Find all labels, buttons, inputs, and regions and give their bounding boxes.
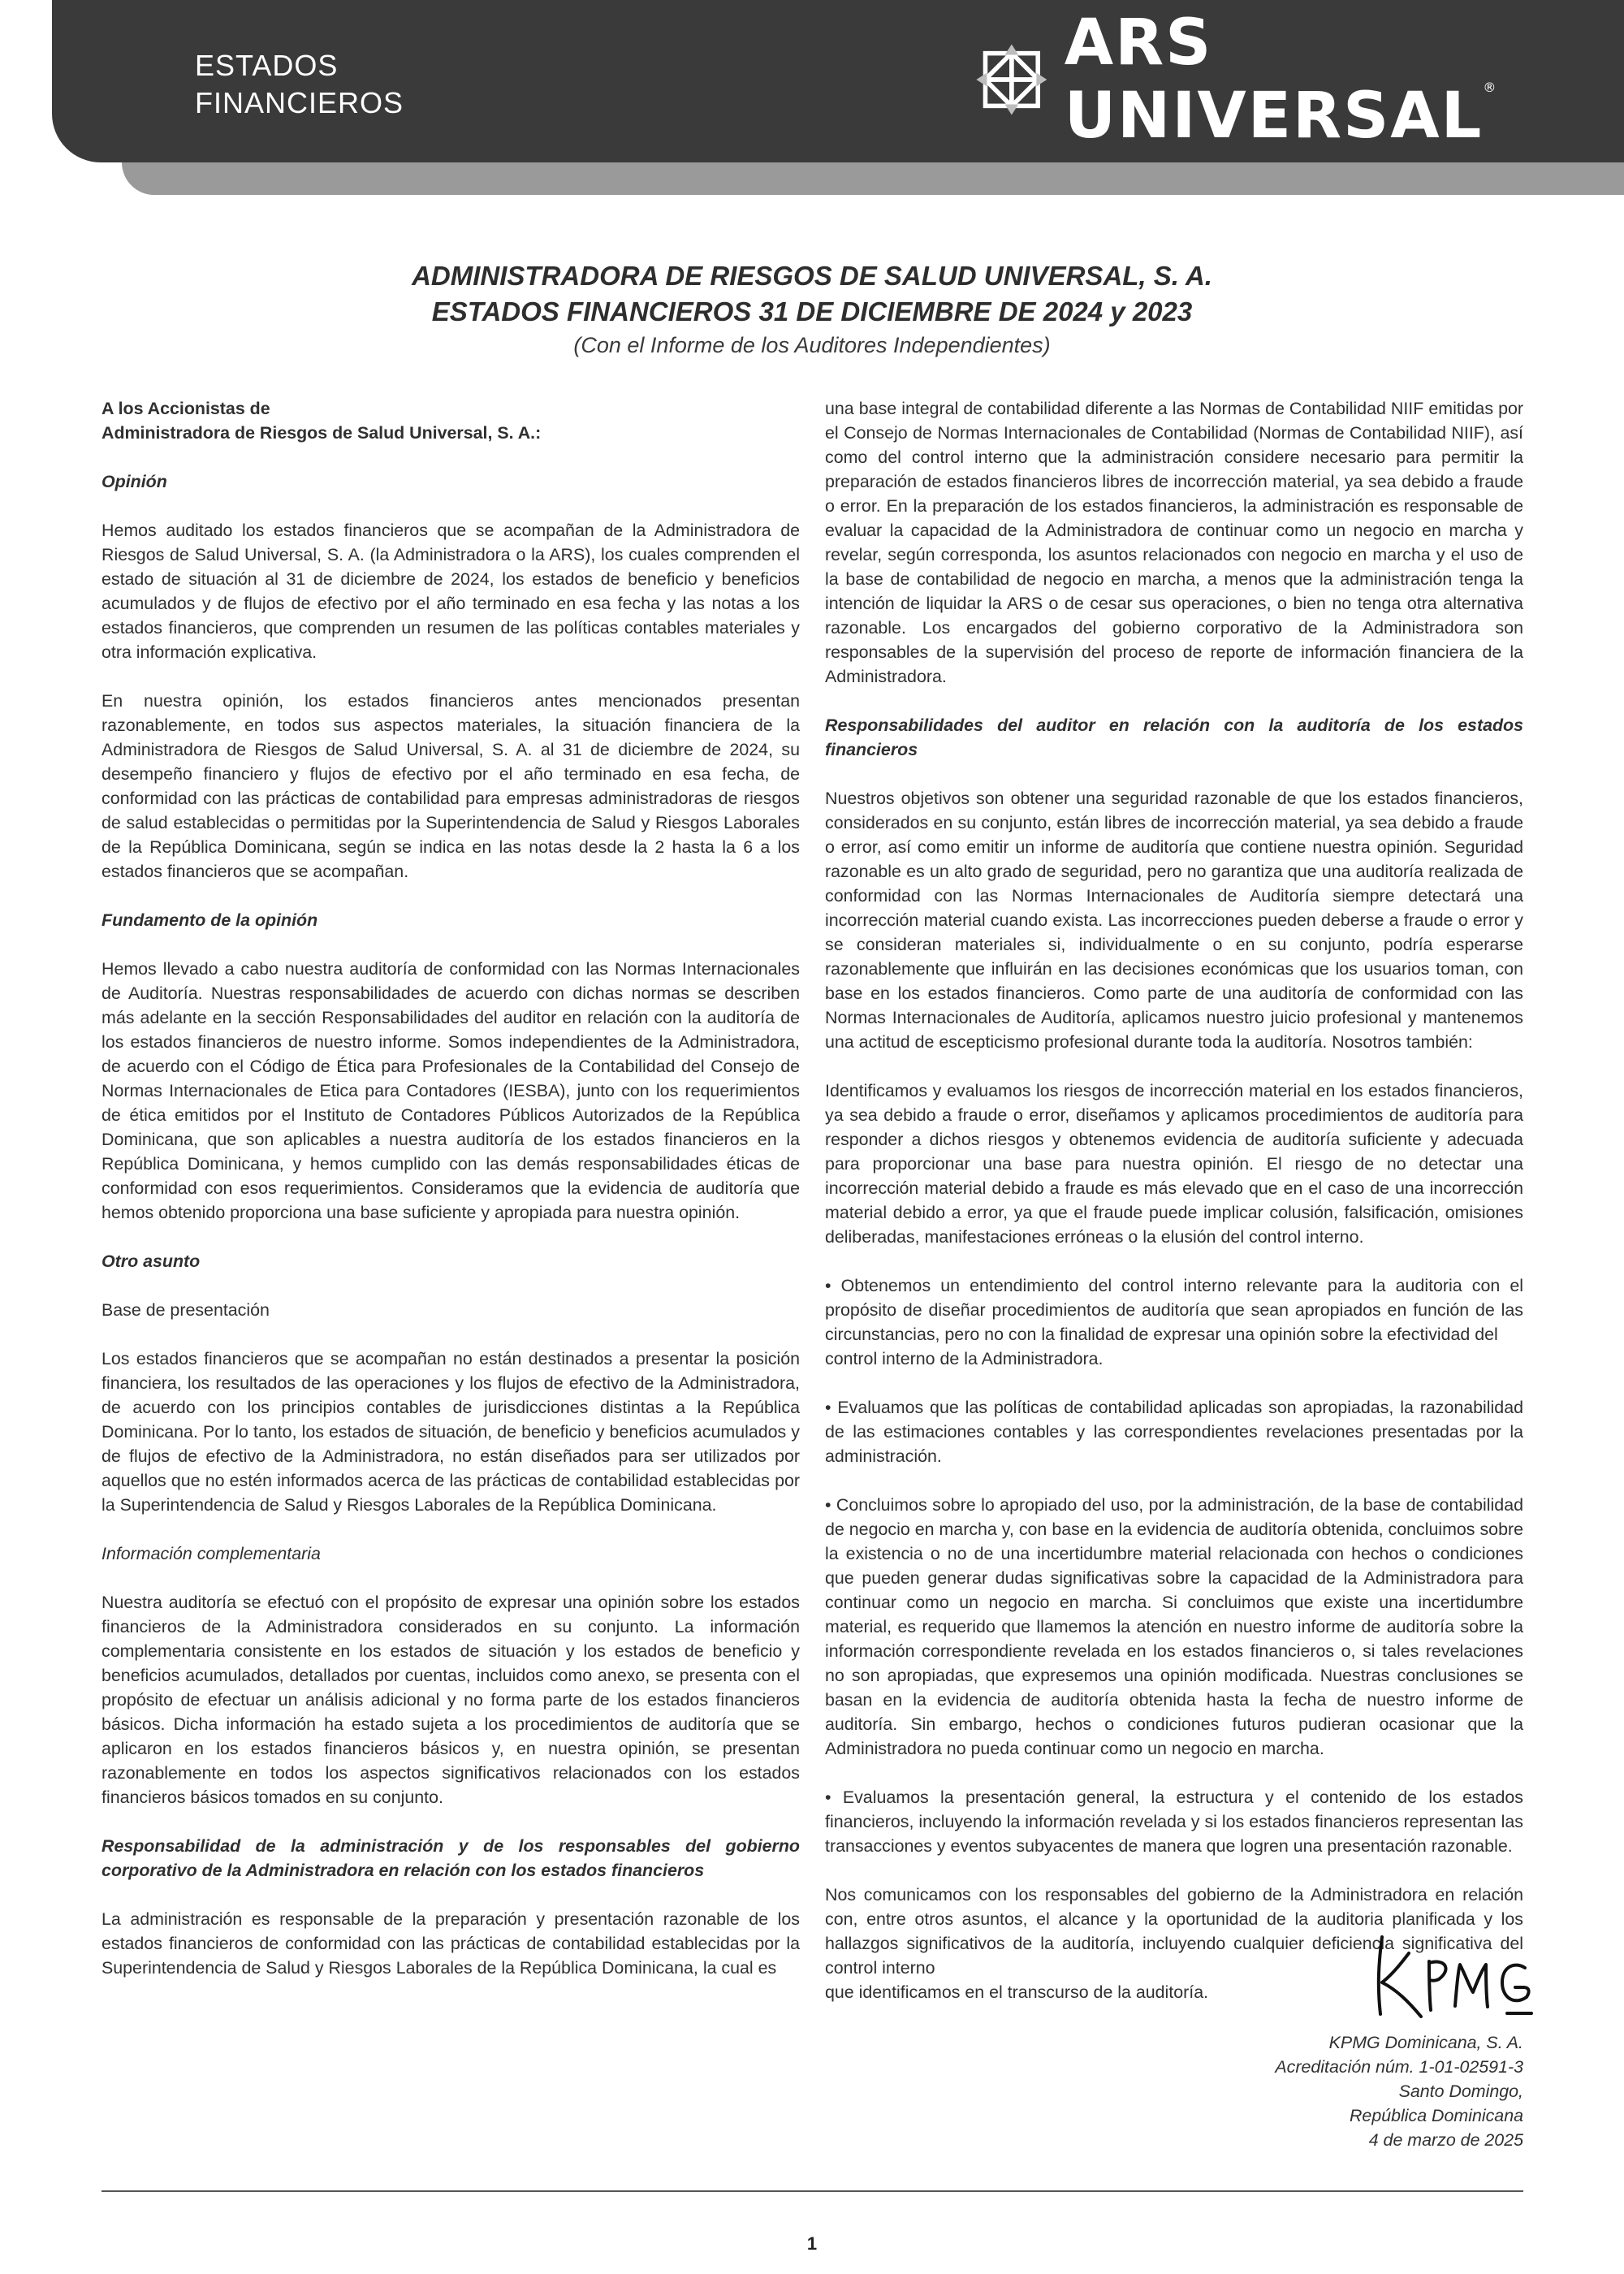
title-company: ADMINISTRADORA DE RIESGOS DE SALUD UNIVERSAL, S. A. — [412, 261, 1212, 291]
title-subtitle: (Con el Informe de los Auditores Independientes) — [573, 333, 1051, 357]
auditor-heading: Responsabilidades del auditor en relación con la auditoría de los estados financieros — [825, 715, 1523, 759]
addressee-line2: Administradora de Riesgos de Salud Universal, S. A.: — [102, 423, 542, 443]
opinion-paragraph-1: Hemos auditado los estados financieros que se acompañan de la Administradora de Riesgos de Salud Universal, S. A. (la Administradora o la ARS), los cuales comprenden el estado de situación al 31 de diciembre de 2024, los estados de beneficio y beneficios acumulados y de flujos de efectivo por el año terminado en esa fecha y las notas a los estados financieros, que comprenden un resumen de las políticas contables materiales y otra información explicativa. — [102, 521, 800, 662]
closing-paragraph: Nos comunicamos con los responsables del gobierno de la Administradora en relación con, entre otros asuntos, el alcance y la oportunidad de la auditoria planificada y los hallazgos significativos de la auditoría, incluyendo cualquier deficiencia significativa del control interno — [825, 1885, 1523, 1978]
title-statements: ESTADOS FINANCIEROS 31 DE DICIEMBRE DE 2024 y 2023 — [431, 296, 1193, 326]
supplementary-heading: Información complementaria — [102, 1544, 321, 1563]
other-matter-paragraph: Los estados financieros que se acompañan no están destinados a presentar la posición financiera, los resultados de las operaciones y los flujos de efectivo de la Administradora, de acuerdo con los principios contables de jurisdicciones distintas a la República Dominicana. Por lo tanto, los estados de situación, de beneficio y beneficios acumulados y de flujos de efectivo de la Administradora, no están diseñados para ser utilizados por aquellos que no estén informados acerca de las prácticas de contabilidad establecidas por la Superintendencia de Salud y Riesgos Laborales de la República Dominicana. — [102, 1349, 800, 1515]
signature-block — [1275, 2030, 1523, 2152]
bullet-1-text: • Obtenemos un entendimiento del control interno relevante para la auditoria con el propósito de diseñar procedimientos de auditoría que sean apropiados en función de las circunstancias, pero no con la finalidad de expresar una opinión sobre la efectividad del — [825, 1276, 1523, 1344]
auditor-paragraph-1: Nuestros objetivos son obtener una seguridad razonable de que los estados financieros, considerados en su conjunto, están libres de incorrección material, ya sea debido a fraude o error, así como emitir un informe de auditoría que contiene nuestra opinión. Seguridad razonable es un alto grado de seguridad, pero no garantiza que una auditoría realizada de conformidad con las Normas Internacionales de Auditoría siempre detectará una incorrección material cuando exista. Las incorrecciones pueden deberse a fraude o error y se consideran materiales si, individualmente o en su conjunto, podría esperarse razonablemente que influirán en las decisiones económicas que los usuarios toman, con base en los estados financieros. Como parte de una auditoría de conformidad con las Normas Internacionales de Auditoría, aplicamos nuestro juicio profesional y mantenemos una actitud de escepticismo profesional durante toda la auditoría. Nosotros también: — [825, 789, 1523, 1052]
opinion-heading: Opinión — [102, 472, 167, 491]
document-title — [0, 258, 1624, 361]
section-label — [195, 47, 404, 122]
basis-heading: Fundamento de la opinión — [102, 910, 318, 930]
addressee-line1: A los Accionistas de — [102, 399, 270, 418]
signature-country: República Dominicana — [1349, 2106, 1523, 2125]
brand-logo — [970, 6, 1624, 153]
auditor-paragraph-2: Identificamos y evaluamos los riesgos de incorrección material en los estados financieros, ya sea debido a fraude o error, diseñamos y aplicamos procedimientos de auditoría para responder a dichos riesgos y obtenemos evidencia de auditoría suficiente y adecuada para proporcionar una base para nuestra opinión. El riesgo de no detectar una incorrección material debido a fraude es más elevado que en el caso de una incorrección material debido a error, ya que el fraude puede implicar colusión, falsificación, omisiones deliberadas, manifestaciones erróneas o la elusión del control interno. — [825, 1081, 1523, 1247]
other-matter-heading: Otro asunto — [102, 1252, 201, 1271]
bullet-2-text: • Evaluamos que las políticas de contabilidad aplicadas son apropiadas, la razonabilidad de las estimaciones contables y las correspondientes revelaciones presentadas por la administración. — [825, 1398, 1523, 1466]
bullet-3-text: • Concluimos sobre lo apropiado del uso, por la administración, de la base de contabilidad de negocio en marcha y, con base en la evidencia de auditoría obtenida, concluimos sobre la existencia o no de una incertidumbre material relacionada con hechos o condiciones que pueden generar dudas significativas sobre la capacidad de la Administradora para continuar como un negocio en marcha. Si concluimos que existe una incertidumbre material, es requerido que llamemos la atención en nuestro informe de auditoría sobre la información correspondiente revelada en los estados financieros o, si tales revelaciones no son apropiadas, que expresemos una opinión modificada. Nuestras conclusiones se basan en la evidencia de auditoría obtenida hasta la fecha de nuestro informe de auditoría. Sin embargo, hechos o condiciones futuros pudieran ocasionar que la Administradora no pueda continuar como un negocio en marcha. — [825, 1495, 1523, 1758]
signature-city: Santo Domingo, — [1398, 2082, 1523, 2101]
basis-paragraph: Hemos llevado a cabo nuestra auditoría de conformidad con las Normas Internacionales de Auditoría. Nuestras responsabilidades de acuerdo con dichas normas se describen más adelante en la sección Responsabilidades del auditor en relación con la auditoría de los estados financieros de nuestro informe. Somos independientes de la Administradora, de acuerdo con el Código de Ética para Profesionales de la Contabilidad del Consejo de Normas Internacionales de Etica para Contadores (IESBA), junto con los requerimientos de ética emitidos por el Instituto de Contadores Públicos Autorizados de la República Dominicana, que son aplicables a nuestra auditoría de los estados financieros en la República Dominicana, y hemos cumplido con las demás responsabilidades éticas de conformidad con esos requerimientos. Consideramos que la evidencia de auditoría que hemos obtenido proporciona una base suficiente y apropiada para nuestra opinión. — [102, 959, 800, 1222]
right-column — [825, 396, 1523, 2029]
page-number: 1 — [806, 2233, 818, 2254]
signature-firm: KPMG Dominicana, S. A. — [1328, 2033, 1523, 2052]
management-heading: Responsabilidad de la administración y de los responsables del gobierno corporativo de la Administradora en relación con los estados financieros — [102, 1836, 800, 1880]
footer-divider — [102, 2190, 1523, 2192]
management-paragraph-continued: una base integral de contabilidad diferente a las Normas de Contabilidad NIIF emitidas por el Consejo de Normas Internacionales de Contabilidad (Normas de Contabilidad NIIF), así como del control interno que la administración considere necesario para permitir la preparación de estados financieros libres de incorrección material, ya sea debido a fraude o error. En la preparación de los estados financieros, la administración es responsable de evaluar la capacidad de la Administradora de continuar como un negocio en marcha y revelar, según corresponda, los asuntos relacionados con negocio en marcha y el uso de la base de contabilidad de negocio en marcha, a menos que la administración tenga la intención de liquidar la ARS o de cesar sus operaciones, o bien no tenga otra alternativa razonable. Los encargados del gobierno corporativo de la Administradora son responsables de la supervisión del proceso de reporte de información financiera de la Administradora. — [825, 399, 1523, 686]
logo-mark-icon — [970, 35, 1053, 124]
closing-paragraph-end: que identificamos en el transcurso de la auditoría. — [825, 1982, 1209, 2002]
brand-name — [1065, 6, 1624, 153]
bullet-1-continued: control interno de la Administradora. — [825, 1349, 1104, 1368]
supplementary-paragraph: Nuestra auditoría se efectuó con el propósito de expresar una opinión sobre los estados financieros de la Administradora considerados en su conjunto. La información complementaria consistente en los estados de situación y los estados de beneficio y beneficios acumulados, detallados por cuentas, incluidos como anexo, se presenta con el propósito de efectuar un análisis adicional y no forma parte de los estados financieros básicos. Dicha información ha estado sujeta a los procedimientos de auditoría que se aplicaron en los estados financieros básicos y, en nuestra opinión, se presentan razonablemente en todos los aspectos significativos relacionados con los estados financieros básicos tomados en su conjunto. — [102, 1593, 800, 1807]
management-paragraph: La administración es responsable de la preparación y presentación razonable de los estados financieros de conformidad con las prácticas de contabilidad establecidas por la Superintendencia de Salud y Riesgos Laborales de la República Dominicana, la cual es — [102, 1909, 800, 1978]
brand-name-text: ARS UNIVERSAL — [1064, 6, 1484, 153]
other-matter-subheading: Base de presentación — [102, 1300, 270, 1320]
header-accent-strip — [122, 162, 1624, 195]
left-column — [102, 396, 800, 2004]
bullet-4-text: • Evaluamos la presentación general, la estructura y el contenido de los estados financieros, incluyendo la información revelada y si los estados financieros representan las transacciones y eventos subyacentes de manera que logren una presentación razonable. — [825, 1788, 1523, 1856]
section-label-line1: ESTADOS — [195, 49, 339, 82]
signature-date: 4 de marzo de 2025 — [1368, 2130, 1523, 2150]
signature-accreditation: Acreditación núm. 1-01-02591-3 — [1275, 2057, 1523, 2077]
kpmg-signature — [1364, 1929, 1543, 2026]
brand-registered-mark: ® — [1483, 80, 1498, 95]
section-label-line2: FINANCIEROS — [195, 86, 404, 119]
opinion-paragraph-2: En nuestra opinión, los estados financieros antes mencionados presentan razonablemente, en todos sus aspectos materiales, la situación financiera de la Administradora de Riesgos de Salud Universal, S. A. al 31 de diciembre de 2024, su desempeño financiero y flujos de efectivo por el año terminado en esa fecha, de conformidad con las prácticas de contabilidad para empresas administradoras de riesgos de salud establecidas o permitidas por la Superintendencia de Salud y Riesgos Laborales de la República Dominicana, según se indica en las notas desde la 2 hasta la 6 a los estados financieros que se acompañan. — [102, 691, 800, 881]
